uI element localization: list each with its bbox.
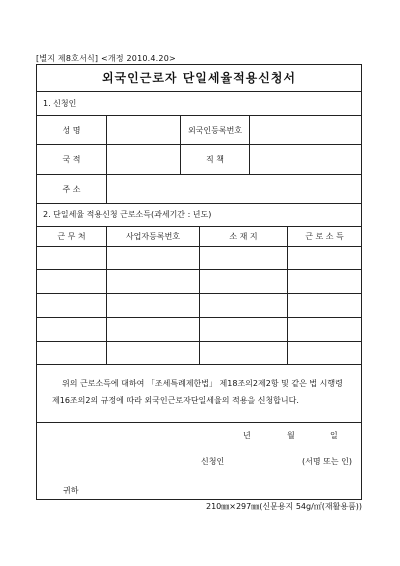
applicant-label: 신청인 xyxy=(201,457,225,466)
date-year-label: 년 xyxy=(243,431,251,440)
col-workplace: 근 무 처 xyxy=(37,227,107,247)
reg-no-label: 외국인등록번호 xyxy=(181,116,250,145)
income-cell[interactable] xyxy=(288,294,362,318)
col-earned-income: 근 로 소 득 xyxy=(288,227,362,247)
col-location: 소 재 지 xyxy=(200,227,288,247)
table-row xyxy=(37,270,362,294)
name-label: 성 명 xyxy=(37,116,107,145)
reg-no-field[interactable] xyxy=(250,116,362,145)
table-row xyxy=(37,294,362,318)
table-row xyxy=(37,342,362,365)
biz-reg-no-cell[interactable] xyxy=(107,294,200,318)
biz-reg-no-cell[interactable] xyxy=(107,342,200,365)
signature-field[interactable]: (서명 또는 인) xyxy=(302,457,352,466)
location-cell[interactable] xyxy=(200,247,288,270)
paper-spec-footer: 210㎜×297㎜(신문용지 54g/㎡(재활용품)) xyxy=(206,502,363,511)
position-label: 직 책 xyxy=(181,145,250,175)
section1-label: 1. 신청인 xyxy=(43,99,77,108)
form-title: 외국인근로자 단일세율적용신청서 xyxy=(37,65,361,92)
address-label: 주 소 xyxy=(37,175,107,204)
application-statement: 위의 근로소득에 대하여 「조세특례제한법」 제18조의2제2항 및 같은 법 시행령 제16조의2의 규정에 따라 외국인근로자단일세율의 적용을 신청합니다. xyxy=(52,379,343,405)
applicant-table xyxy=(36,115,362,204)
recipient-label: 귀하 xyxy=(63,486,79,495)
nationality-label: 국 적 xyxy=(37,145,107,175)
table-bottom-divider xyxy=(37,422,361,423)
nationality-field[interactable] xyxy=(107,145,181,175)
location-cell[interactable] xyxy=(200,342,288,365)
location-cell[interactable] xyxy=(200,270,288,294)
biz-reg-no-cell[interactable] xyxy=(107,247,200,270)
biz-reg-no-cell[interactable] xyxy=(107,270,200,294)
workplace-cell[interactable] xyxy=(37,247,107,270)
section2-label: 2. 단일세율 적용신청 근로소득(과세기간 : 년도) xyxy=(43,210,212,219)
table-row xyxy=(37,318,362,342)
location-cell[interactable] xyxy=(200,294,288,318)
income-cell[interactable] xyxy=(288,342,362,365)
col-biz-reg-no: 사업자등록번호 xyxy=(107,227,200,247)
location-cell[interactable] xyxy=(200,318,288,342)
biz-reg-no-cell[interactable] xyxy=(107,318,200,342)
workplace-cell[interactable] xyxy=(37,294,107,318)
income-table xyxy=(36,226,362,365)
table-row xyxy=(37,247,362,270)
income-cell[interactable] xyxy=(288,247,362,270)
date-month-label: 월 xyxy=(287,431,295,440)
workplace-cell[interactable] xyxy=(37,318,107,342)
form-number-header: [별지 제8호서식] <개정 2010.4.20> xyxy=(36,54,176,63)
application-form xyxy=(36,64,362,500)
income-cell[interactable] xyxy=(288,270,362,294)
name-field[interactable] xyxy=(107,116,181,145)
income-cell[interactable] xyxy=(288,318,362,342)
address-field[interactable] xyxy=(107,175,362,204)
workplace-cell[interactable] xyxy=(37,270,107,294)
position-field[interactable] xyxy=(250,145,362,175)
date-day-label: 일 xyxy=(330,431,338,440)
workplace-cell[interactable] xyxy=(37,342,107,365)
